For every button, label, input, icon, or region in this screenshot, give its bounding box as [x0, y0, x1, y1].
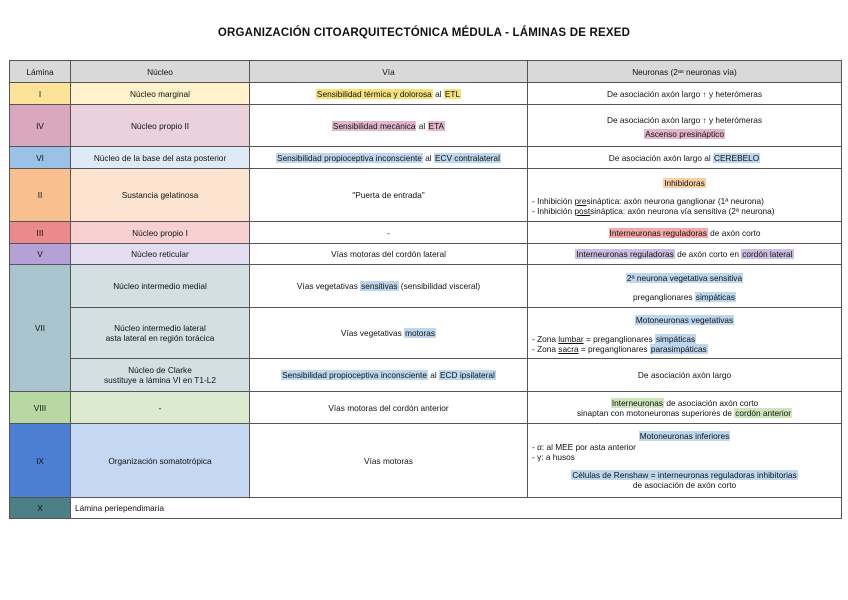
via-cell [250, 308, 528, 359]
nucleo-line: Núcleo intermedio lateral [114, 323, 206, 333]
table-row [10, 83, 842, 105]
neuronas-cell [528, 244, 842, 265]
list-underline: post [574, 205, 591, 216]
via-text: (sensibilidad visceral) [398, 281, 481, 291]
via-cell [250, 83, 528, 105]
neuronas-highlight: Interneuronas reguladoras [576, 249, 674, 259]
neuronas-cell [528, 265, 842, 308]
list-text: = preganglionares [583, 334, 655, 344]
neuronas-line [532, 470, 837, 480]
nucleo-line: sustituye a lámina VI en T1-L2 [104, 375, 216, 385]
list-item: - γ: a husos [532, 452, 575, 462]
via-highlight: Sensibilidad mecánica [332, 120, 416, 131]
table-row [10, 308, 842, 359]
lamina-cell: V [10, 244, 71, 265]
neuronas-text: sinaptan con motoneuronas superiores de [576, 407, 735, 418]
neuronas-highlight: Ascenso presináptico [645, 129, 724, 139]
via-text: al [427, 370, 440, 380]
nucleo-line: Núcleo de Clarke [128, 365, 192, 375]
via-cell [250, 265, 528, 308]
list-item [532, 344, 837, 354]
via-text: al [422, 152, 434, 163]
neuronas-cell [528, 424, 842, 498]
header-via: Vía [250, 61, 528, 83]
list-text: = preganglionares [578, 344, 650, 354]
neuronas-text: de asociación axón corto [664, 397, 759, 408]
via-cell [250, 105, 528, 147]
via-highlight: sensitivas [361, 281, 398, 291]
nucleo-cell: Núcleo propio I [71, 222, 250, 244]
table-header-row [10, 61, 842, 83]
via-cell: "Puerta de entrada" [250, 169, 528, 222]
neuronas-highlight: 2ª neurona vegetativa sensitiva [626, 273, 743, 283]
list-text: - Zona [532, 344, 559, 354]
nucleo-cell: - [71, 392, 250, 424]
list-item [532, 196, 837, 206]
via-highlight: Sensibilidad propioceptiva inconsciente [277, 152, 422, 163]
via-cell: Vías motoras [250, 424, 528, 498]
table-row [10, 169, 842, 222]
neuronas-highlight: Interneuronas [611, 397, 664, 408]
lamina-cell: VII [10, 265, 71, 392]
via-text: Vías vegetativas [340, 328, 405, 338]
list-text: - Inhibición [532, 195, 575, 206]
list-text: - Inhibición [532, 205, 575, 216]
list-item [532, 206, 837, 216]
nucleo-cell [71, 308, 250, 359]
table-row [10, 147, 842, 169]
via-cell [250, 147, 528, 169]
table-row [10, 244, 842, 265]
via-highlight: motoras [405, 328, 436, 338]
via-text: al [432, 88, 444, 99]
neuronas-cell: De asociación axón largo ↑ y heterómeras [528, 83, 842, 105]
list-highlight: simpáticas [655, 334, 696, 344]
neuronas-title [532, 178, 837, 188]
nucleo-cell: Organización somatotrópica [71, 424, 250, 498]
neuronas-highlight: cordón lateral [742, 249, 793, 259]
table-row [10, 105, 842, 147]
lamina-cell: X [10, 498, 71, 519]
table-row [10, 424, 842, 498]
neuronas-highlight: Interneuronas reguladoras [609, 227, 707, 238]
rexed-laminae-table [9, 60, 842, 519]
neuronas-line [532, 398, 837, 408]
lamina-cell: IV [10, 105, 71, 147]
nucleo-cell: Núcleo de la base del asta posterior [71, 147, 250, 169]
table-row [10, 265, 842, 308]
list-text: sináptica: axón neurona vía sensitiva (2ª neurona) [590, 205, 775, 216]
neuronas-line: de asociación de axón corto [632, 480, 737, 490]
nucleo-cell: Núcleo propio II [71, 105, 250, 147]
lamina-cell: IX [10, 424, 71, 498]
nucleo-cell [71, 359, 250, 392]
neuronas-highlight: simpáticas [695, 292, 735, 302]
nucleo-cell: Núcleo marginal [71, 83, 250, 105]
neuronas-title [532, 315, 837, 325]
lamina-x-description: Lámina periependimaria [71, 498, 842, 519]
neuronas-title [532, 273, 837, 283]
neuronas-cell [528, 392, 842, 424]
list-highlight: parasimpáticas [650, 344, 707, 354]
neuronas-highlight: CEREBELO [714, 152, 760, 163]
neuronas-line [532, 408, 837, 418]
header-neuronas: Neuronas (2ᵃˢ neuronas vía) [528, 61, 842, 83]
neuronas-text: preganglionares [632, 292, 695, 302]
via-highlight: Sensibilidad térmica y dolorosa [316, 88, 432, 99]
via-cell: Vías motoras del cordón anterior [250, 392, 528, 424]
list-underline: sacra [558, 344, 579, 354]
nucleo-cell: Núcleo reticular [71, 244, 250, 265]
list-item [532, 334, 837, 344]
neuronas-text: De asociación axón largo al [608, 152, 714, 163]
via-highlight: ETA [428, 120, 445, 131]
neuronas-cell [528, 308, 842, 359]
neuronas-highlight: Motoneuronas inferiores [639, 431, 730, 441]
lamina-cell: VI [10, 147, 71, 169]
via-highlight: ECV contralateral [434, 152, 500, 163]
list-underline: lumbar [558, 334, 584, 344]
neuronas-title [532, 431, 837, 441]
list-text: sináptica: axón neurona ganglionar (1ª neurona) [586, 195, 764, 206]
neuronas-highlight: Células de Renshaw = interneuronas reguladoras inhibitorias [572, 470, 797, 480]
header-lamina: Lámina [10, 61, 71, 83]
via-highlight: Sensibilidad propioceptiva inconsciente [282, 370, 427, 380]
nucleo-line: asta lateral en región torácica [105, 333, 215, 343]
via-highlight: ETL [444, 88, 461, 99]
neuronas-text: de axón corto en [674, 249, 742, 259]
lamina-cell: I [10, 83, 71, 105]
list-item: - α: al MEE por asta anterior [532, 442, 636, 452]
list-underline: pre [574, 195, 587, 206]
lamina-cell: VIII [10, 392, 71, 424]
neuronas-text: De asociación axón largo ↑ y heterómeras [607, 115, 762, 125]
list-text: - Zona [532, 334, 559, 344]
via-cell [250, 359, 528, 392]
table-row [10, 498, 842, 519]
via-highlight: ECD ipsilateral [440, 370, 495, 380]
via-cell: - [250, 222, 528, 244]
neuronas-cell [528, 105, 842, 147]
neuronas-text: de axón corto [707, 227, 761, 238]
neuronas-highlight: cordón anterior [735, 407, 792, 418]
neuronas-cell: De asociación axón largo [528, 359, 842, 392]
via-cell: Vías motoras del cordón lateral [250, 244, 528, 265]
neuronas-cell [528, 147, 842, 169]
table-row [10, 392, 842, 424]
table-row [10, 359, 842, 392]
neuronas-cell [528, 169, 842, 222]
page-title: ORGANIZACIÓN CITOARQUITECTÓNICA MÉDULA - LÁMINAS DE REXED [217, 27, 631, 39]
neuronas-highlight: Motoneuronas vegetativas [635, 315, 734, 325]
nucleo-cell: Núcleo intermedio medial [71, 265, 250, 308]
lamina-cell: II [10, 169, 71, 222]
nucleo-cell: Sustancia gelatinosa [71, 169, 250, 222]
table-row [10, 222, 842, 244]
lamina-cell: III [10, 222, 71, 244]
neuronas-highlight: Inhibidoras [664, 177, 705, 188]
header-nucleo: Núcleo [71, 61, 250, 83]
via-text: al [416, 120, 428, 131]
neuronas-cell [528, 222, 842, 244]
via-text: Vías vegetativas [296, 281, 361, 291]
